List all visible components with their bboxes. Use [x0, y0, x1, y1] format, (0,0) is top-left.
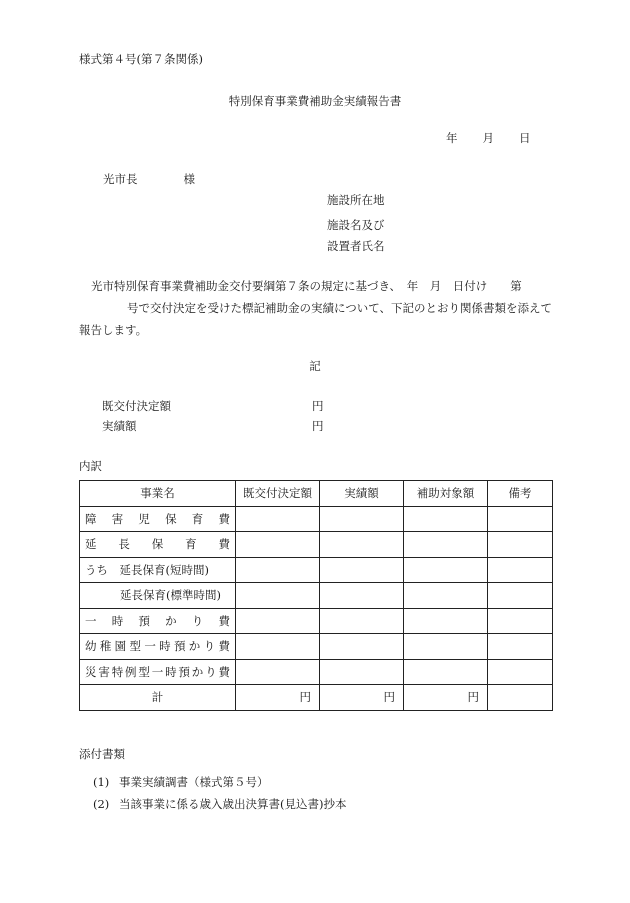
label-char: 時: [159, 639, 171, 654]
row-label-temporary-care: [80, 608, 236, 634]
cell-actual[interactable]: [320, 659, 404, 685]
cell-eligible[interactable]: [404, 659, 488, 685]
row-label-extended-standard: 延長保育(標準時間): [80, 583, 236, 609]
ki-heading: 記: [309, 359, 321, 373]
attachment-text: 事業実績調書（様式第５号）: [119, 775, 269, 789]
addressee-honorific: 様: [183, 172, 195, 186]
row-label-disaster-temporary-care: [80, 659, 236, 685]
cell-decided[interactable]: [236, 659, 320, 685]
cell-actual[interactable]: [320, 608, 404, 634]
label-char: 幼: [85, 639, 97, 654]
body-line-3: 報告します。: [79, 323, 148, 337]
table-row: [80, 659, 553, 685]
label-char: 害: [111, 511, 124, 526]
form-number: 様式第４号(第７条関係): [79, 52, 203, 66]
label-char: 費: [218, 664, 230, 679]
label-char: 稚: [99, 639, 112, 654]
label-char: か: [191, 664, 204, 679]
attachment-number: (2): [93, 797, 110, 811]
label-char: 預: [173, 639, 186, 654]
label-char: 型: [138, 664, 150, 679]
cell-eligible[interactable]: [404, 557, 488, 583]
header-project-name: 事業名: [80, 481, 236, 507]
cell-decided[interactable]: [236, 506, 320, 532]
date-month: 月: [482, 131, 494, 145]
label-char: り: [191, 613, 204, 628]
label-char: 長: [118, 537, 130, 552]
label-char: 費: [218, 537, 230, 552]
label-char: 時: [111, 613, 124, 628]
cell-remarks[interactable]: [488, 506, 553, 532]
label-char: 預: [138, 613, 150, 628]
row-label-disabled-childcare: [80, 506, 236, 532]
cell-actual[interactable]: [320, 532, 404, 558]
label-char: 園: [114, 639, 127, 654]
label-char: 一: [85, 613, 97, 628]
amount-label: 実績額: [102, 419, 137, 433]
cell-actual[interactable]: [320, 557, 404, 583]
label-char: り: [203, 639, 216, 654]
header-decided-amount: 既交付決定額: [236, 481, 320, 507]
cell-remarks[interactable]: [488, 634, 553, 660]
attachment-text: 当該事業に係る歳入歳出決算書(見込書)抄本: [119, 797, 347, 811]
label-char: 育: [191, 511, 204, 526]
table-row: [80, 583, 553, 609]
cell-remarks[interactable]: [488, 557, 553, 583]
label-char: 型: [129, 639, 141, 654]
amount-unit: 円: [312, 419, 324, 433]
row-label-extended-childcare: [80, 532, 236, 558]
label-char: 児: [138, 511, 150, 526]
cell-eligible[interactable]: [404, 506, 488, 532]
header-remarks: 備考: [488, 481, 553, 507]
breakdown-label: 内訳: [79, 459, 102, 473]
report-body: [79, 275, 555, 341]
date-line: [446, 130, 531, 146]
label-char: り: [205, 664, 217, 679]
row-label-kindergarten-temporary-care: [80, 634, 236, 660]
label-char: 預: [178, 664, 190, 679]
label-char: 時: [165, 664, 177, 679]
label-char: 費: [218, 613, 230, 628]
cell-actual[interactable]: [320, 506, 404, 532]
cell-eligible[interactable]: [404, 583, 488, 609]
cell-actual[interactable]: [320, 634, 404, 660]
attachment-item: [93, 796, 346, 812]
facility-name-label: 施設名及び: [327, 218, 385, 232]
cell-decided[interactable]: [236, 608, 320, 634]
body-line-2: 号で交付決定を受けた標記補助金の実績について、下記のとおり関係書類を添えて: [127, 301, 553, 315]
body-line-1: 光市特別保育事業費補助金交付要綱第７条の規定に基づき、 年 月 日付け 第: [91, 279, 522, 293]
amount-row-actual: [102, 418, 324, 434]
cell-remarks[interactable]: [488, 532, 553, 558]
cell-eligible[interactable]: [404, 608, 488, 634]
header-eligible-amount: 補助対象額: [404, 481, 488, 507]
label-char: 延: [85, 537, 97, 552]
founder-name-label: 設置者氏名: [327, 239, 385, 253]
table-row: [80, 634, 553, 660]
table-header-row: [80, 481, 553, 507]
facility-address-label: 施設所在地: [327, 193, 385, 207]
label-char: 災: [85, 664, 97, 679]
label-char: か: [188, 639, 201, 654]
label-char: 特: [111, 664, 124, 679]
addressee-name: 光市長: [103, 172, 138, 186]
header-actual-amount: 実績額: [320, 481, 404, 507]
table-row: [80, 557, 553, 583]
table-row: [80, 506, 553, 532]
document-title: 特別保育事業費補助金実績報告書: [228, 94, 402, 108]
total-remarks[interactable]: [488, 685, 553, 711]
attachments-title: 添付書類: [79, 747, 125, 761]
table-total-row: [80, 685, 553, 711]
label-char: 保: [165, 511, 177, 526]
total-label: 計: [80, 685, 236, 711]
amount-row-decided: [102, 398, 324, 414]
total-actual-unit: 円: [320, 685, 404, 711]
cell-decided[interactable]: [236, 532, 320, 558]
cell-decided[interactable]: [236, 634, 320, 660]
attachment-number: (1): [93, 775, 110, 789]
label-char: 例: [125, 664, 137, 679]
cell-remarks[interactable]: [488, 608, 553, 634]
label-char: 費: [218, 639, 230, 654]
total-eligible-unit: 円: [404, 685, 488, 711]
label-char: 保: [151, 537, 164, 552]
attachment-item: [93, 774, 269, 790]
label-char: か: [165, 613, 177, 628]
label-char: 費: [218, 511, 230, 526]
table-row: [80, 608, 553, 634]
date-day: 日: [519, 131, 531, 145]
cell-decided[interactable]: [236, 557, 320, 583]
label-char: 障: [85, 511, 97, 526]
cell-actual[interactable]: [320, 583, 404, 609]
label-char: 害: [98, 664, 110, 679]
breakdown-table: [79, 480, 553, 711]
amount-label: 既交付決定額: [102, 399, 171, 413]
label-char: 育: [185, 537, 197, 552]
table-row: [80, 532, 553, 558]
label-char: 一: [144, 639, 156, 654]
cell-remarks[interactable]: [488, 659, 553, 685]
cell-decided[interactable]: [236, 583, 320, 609]
cell-eligible[interactable]: [404, 634, 488, 660]
row-label-extended-short: うち 延長保育(短時間): [80, 557, 236, 583]
cell-eligible[interactable]: [404, 532, 488, 558]
total-decided-unit: 円: [236, 685, 320, 711]
amount-unit: 円: [312, 399, 324, 413]
cell-remarks[interactable]: [488, 583, 553, 609]
date-year: 年: [446, 131, 458, 145]
label-char: 一: [151, 664, 164, 679]
addressee: [103, 171, 195, 187]
